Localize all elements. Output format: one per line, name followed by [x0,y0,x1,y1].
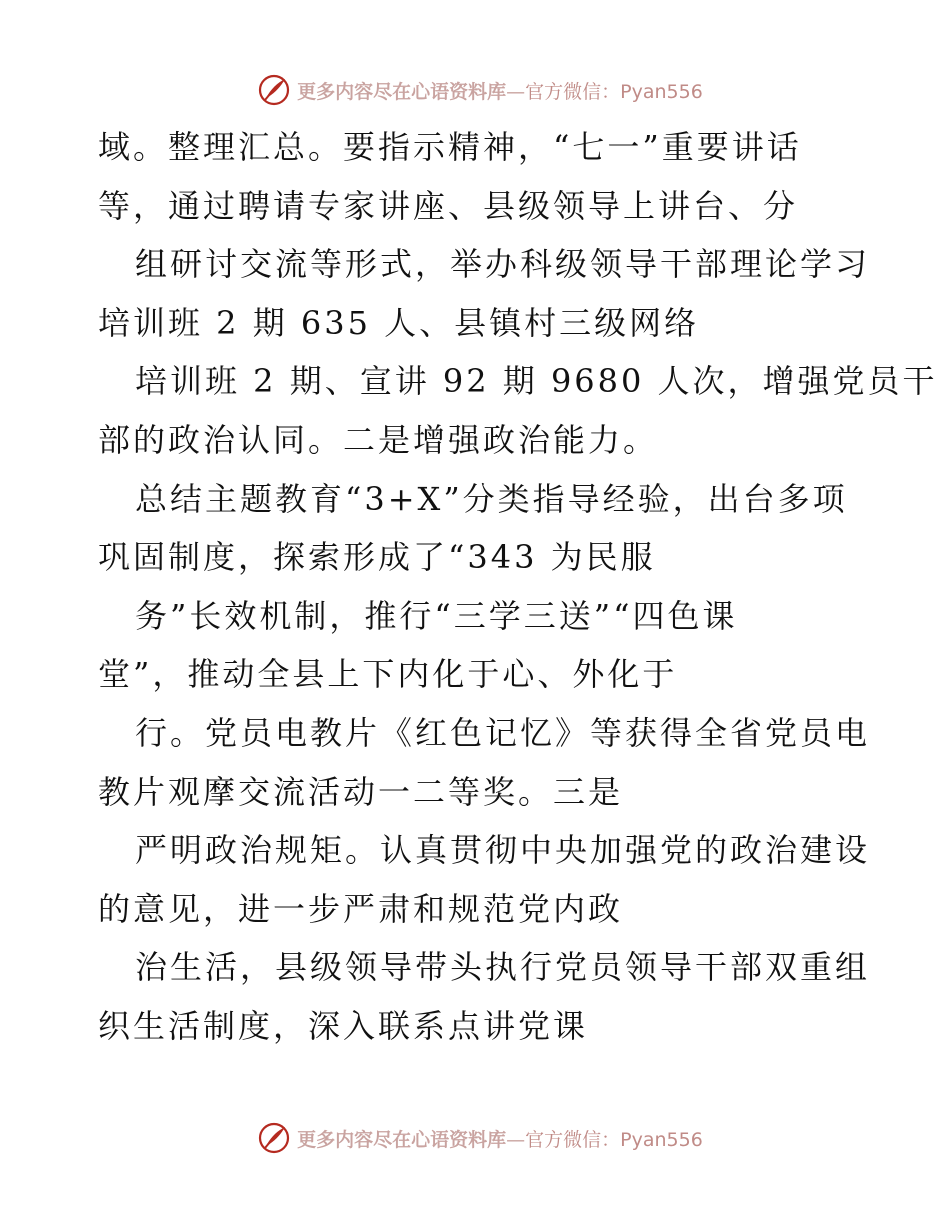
footer-separator: — [506,1128,526,1151]
header-separator: — [506,80,526,103]
text-line: 域。整理汇总。要指示精神，“七一”重要讲话 [98,128,802,166]
header-banner-text [297,77,703,104]
feather-pen-icon [257,1121,291,1155]
text-line: 治生活，县级领导带头执行党员领导干部双重组 [135,948,871,987]
header-site-name: 更多内容尽在心语资料库 [297,80,507,103]
text-line: 务”长效机制，推行“三学三送”“四色课 [135,596,738,635]
text-line: 部的政治认同。二是增强政治能力。 [98,420,659,459]
header-wechat-account: 官方微信：Pyan556 [525,80,703,103]
footer-site-name: 更多内容尽在心语资料库 [297,1128,507,1151]
text-line: 等，通过聘请专家讲座、县级领导上讲台、分 [98,186,799,225]
text-line: 堂”，推动全县上下内化于心、外化于 [98,655,678,694]
footer-banner-content [257,1121,703,1155]
document-body [98,118,938,1056]
text-line: 总结主题教育“3+X”分类指导经验，出台多项 [135,479,848,518]
text-line: 培训班 2 期 635 人、县镇村三级网络 [98,303,700,342]
header-banner-content [257,73,703,107]
text-line: 巩固制度，探索形成了“343 为民服 [98,538,656,577]
text-line: 行。党员电教片《红色记忆》等获得全省党员电 [135,713,871,752]
footer-banner-text [297,1125,703,1152]
text-line: 织生活制度，深入联系点讲党课 [98,1006,589,1045]
footer-banner [0,1118,950,1158]
footer-wechat-account: 官方微信：Pyan556 [525,1128,703,1151]
text-line: 严明政治规矩。认真贯彻中央加强党的政治建设 [135,831,871,870]
header-banner [0,70,950,110]
feather-pen-icon [257,73,291,107]
text-line: 培训班 2 期、宣讲 92 期 9680 人次，增强党员干 [135,362,938,401]
text-line: 组研讨交流等形式，举办科级领导干部理论学习 [135,245,871,284]
text-line: 教片观摩交流活动一二等奖。三是 [98,772,624,811]
text-line: 的意见，进一步严肃和规范党内政 [98,889,624,928]
